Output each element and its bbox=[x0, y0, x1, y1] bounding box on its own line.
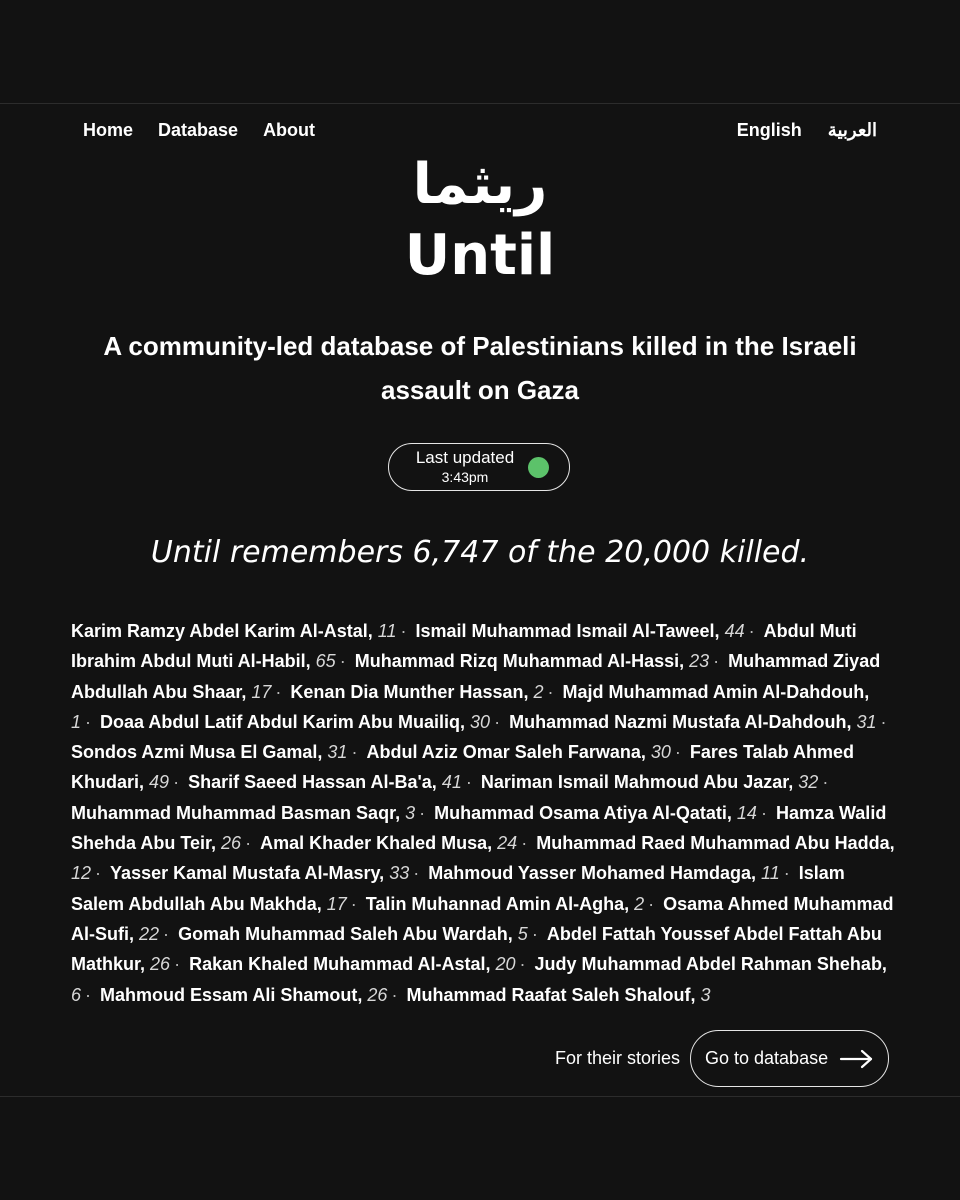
victim-name: Muhammad Nazmi Mustafa Al-Dahdouh, bbox=[509, 711, 852, 732]
name-separator: · bbox=[419, 802, 426, 823]
victim-name: Doaa Abdul Latif Abdul Karim Abu Muailiq, bbox=[100, 711, 466, 732]
remember-count: Until remembers 6,747 of the 20,000 killed. bbox=[150, 535, 810, 570]
victim-age: 20 bbox=[495, 954, 516, 975]
name-separator: · bbox=[275, 681, 282, 702]
last-updated-time: 3:43pm bbox=[441, 469, 489, 485]
victim-age: 17 bbox=[251, 681, 272, 702]
victim-name: Abdul Muti Ibrahim Abdul Muti Al-Habil, bbox=[71, 621, 857, 672]
victim-age: 26 bbox=[367, 984, 388, 1005]
victim-name: Sharif Saeed Hassan Al-Ba'a, bbox=[188, 772, 437, 793]
victim-name: Osama Ahmed Muhammad Al-Sufi, bbox=[71, 893, 894, 944]
victim-age: 49 bbox=[149, 772, 170, 793]
stories-label: For their stories bbox=[555, 1048, 681, 1068]
victim-name: Mahmoud Yasser Mohamed Hamdaga, bbox=[428, 863, 756, 884]
name-separator: · bbox=[85, 984, 92, 1005]
name-separator: · bbox=[413, 863, 420, 884]
victim-name: Muhammad Raed Muhammad Abu Hadda, bbox=[536, 833, 895, 854]
name-separator: · bbox=[350, 893, 357, 914]
name-separator: · bbox=[531, 923, 538, 944]
name-separator: · bbox=[174, 954, 181, 975]
victim-name: Kenan Dia Munther Hassan, bbox=[290, 681, 529, 702]
victim-name: Nariman Ismail Mahmoud Abu Jazar, bbox=[480, 772, 794, 793]
victim-age: 2 bbox=[634, 893, 645, 914]
victim-name: Hamza Walid Shehda Abu Teir, bbox=[71, 802, 887, 854]
name-separator: · bbox=[163, 923, 170, 944]
name-separator: · bbox=[339, 651, 346, 672]
site-title: Until bbox=[404, 223, 556, 288]
victim-name: Judy Muhammad Abdel Rahman Shehab, bbox=[534, 954, 887, 975]
name-separator: · bbox=[95, 863, 102, 884]
victim-name: Mahmoud Essam Ali Shamout, bbox=[100, 984, 363, 1005]
victim-age: 11 bbox=[377, 621, 397, 641]
victim-age: 23 bbox=[689, 651, 710, 672]
victim-name: Muhammad Osama Atiya Al-Qatati, bbox=[434, 802, 732, 823]
victim-age: 12 bbox=[71, 863, 92, 884]
victim-age: 6 bbox=[71, 984, 82, 1005]
nav-home-link[interactable]: Home bbox=[83, 120, 134, 140]
victim-age: 11 bbox=[761, 863, 780, 884]
victim-age: 24 bbox=[497, 833, 518, 854]
name-separator: · bbox=[245, 833, 252, 854]
status-dot-icon bbox=[528, 457, 549, 478]
victim-name: Islam Salem Abdullah Abu Makhda, bbox=[71, 863, 845, 914]
language-arabic-link[interactable]: العربية bbox=[827, 120, 877, 140]
bottom-divider bbox=[0, 1096, 960, 1097]
go-to-database-button[interactable] bbox=[690, 1030, 889, 1087]
name-separator: · bbox=[713, 651, 720, 672]
names-list bbox=[71, 616, 896, 1010]
go-to-database-label: Go to database bbox=[705, 1048, 829, 1068]
top-divider bbox=[0, 103, 960, 104]
victim-age: 31 bbox=[327, 742, 348, 763]
victim-age: 44 bbox=[724, 621, 745, 641]
victim-age: 5 bbox=[517, 923, 528, 944]
nav-database-link[interactable]: Database bbox=[158, 120, 239, 140]
tagline: A community-led database of Palestinians killed in the Israeli assault on Gaza bbox=[103, 331, 857, 405]
victim-name: Karim Ramzy Abdel Karim Al-Astal, bbox=[71, 621, 373, 641]
name-separator: · bbox=[521, 833, 528, 854]
name-separator: · bbox=[173, 772, 180, 793]
arabic-logo: ريثما bbox=[412, 152, 548, 217]
name-separator: · bbox=[494, 711, 501, 732]
victim-name: Majd Muhammad Amin Al-Dahdouh, bbox=[562, 681, 870, 702]
arrow-right-icon bbox=[839, 1048, 875, 1070]
name-separator: · bbox=[547, 681, 554, 702]
victim-name: Muhammad Raafat Saleh Shalouf, bbox=[406, 984, 696, 1005]
victim-age: 31 bbox=[856, 711, 877, 732]
victim-age: 26 bbox=[221, 833, 242, 854]
victim-name: Yasser Kamal Mustafa Al-Masry, bbox=[110, 863, 385, 884]
last-updated-text bbox=[409, 448, 521, 486]
name-separator: · bbox=[783, 863, 790, 884]
victim-age: 30 bbox=[650, 742, 671, 763]
victim-age: 22 bbox=[139, 923, 160, 944]
last-updated-badge bbox=[388, 443, 570, 491]
victim-name: Fares Talab Ahmed Khudari, bbox=[71, 742, 854, 793]
victim-name: Talin Muhannad Amin Al-Agha, bbox=[365, 893, 630, 914]
name-separator: · bbox=[351, 742, 358, 763]
language-english-link[interactable]: English bbox=[736, 120, 802, 140]
name-separator: · bbox=[760, 802, 767, 823]
last-updated-label: Last updated bbox=[415, 448, 515, 467]
name-separator: · bbox=[519, 954, 526, 975]
victim-name: Muhammad Ziyad Abdullah Abu Shaar, bbox=[71, 651, 881, 702]
name-separator: · bbox=[85, 711, 92, 732]
victim-name: Muhammad Rizq Muhammad Al-Hassi, bbox=[354, 651, 685, 672]
victim-age: 65 bbox=[315, 651, 336, 672]
victim-age: 14 bbox=[736, 802, 757, 823]
victim-age: 17 bbox=[326, 893, 347, 914]
name-separator: · bbox=[465, 772, 472, 793]
victim-age: 41 bbox=[441, 772, 462, 793]
language-nav bbox=[737, 118, 877, 142]
name-separator: · bbox=[391, 984, 398, 1005]
victim-age: 26 bbox=[150, 954, 171, 975]
name-separator: · bbox=[400, 621, 407, 641]
victim-age: 30 bbox=[470, 711, 491, 732]
name-separator: · bbox=[880, 711, 887, 732]
victim-name: Rakan Khaled Muhammad Al-Astal, bbox=[189, 954, 491, 975]
victim-age: 33 bbox=[389, 863, 410, 884]
victim-age: 3 bbox=[700, 984, 711, 1005]
nav-about-link[interactable]: About bbox=[263, 120, 316, 140]
name-separator: · bbox=[648, 893, 655, 914]
victim-age: 3 bbox=[405, 802, 416, 823]
victim-name: Abdel Fattah Youssef Abdel Fattah Abu Mathkur, bbox=[71, 923, 882, 975]
victim-name: Amal Khader Khaled Musa, bbox=[260, 833, 493, 854]
victim-name: Gomah Muhammad Saleh Abu Wardah, bbox=[178, 923, 513, 944]
victim-name: Sondos Azmi Musa El Gamal, bbox=[71, 742, 323, 763]
victim-name: Ismail Muhammad Ismail Al-Taweel, bbox=[415, 621, 720, 641]
primary-nav bbox=[83, 118, 315, 142]
name-separator: · bbox=[822, 772, 829, 793]
victim-name: Abdul Aziz Omar Saleh Farwana, bbox=[366, 742, 646, 763]
name-separator: · bbox=[748, 621, 755, 641]
victim-age: 32 bbox=[798, 772, 819, 793]
victim-age: 1 bbox=[71, 711, 82, 732]
name-separator: · bbox=[674, 742, 681, 763]
victim-age: 2 bbox=[533, 681, 544, 702]
victim-name: Muhammad Muhammad Basman Saqr, bbox=[71, 802, 401, 823]
